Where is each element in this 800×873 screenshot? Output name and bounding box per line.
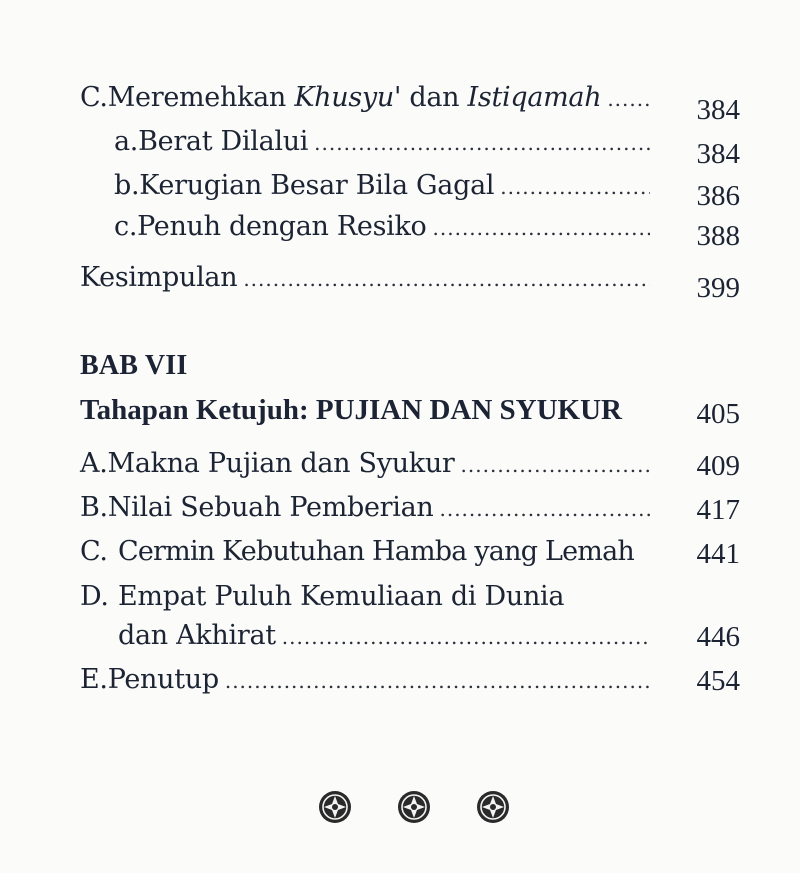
entry-prefix: A. [80, 448, 108, 479]
page-number: 417 [696, 494, 740, 526]
entry-prefix: b. [114, 170, 140, 201]
dot-leader [225, 669, 650, 693]
entry-title: Makna Pujian dan Syukur [107, 448, 455, 479]
rosette-ornament-icon [476, 790, 510, 824]
footer-ornaments [318, 790, 510, 824]
title-italic: Istiqamah [467, 82, 602, 113]
title-part: dan [401, 82, 468, 113]
toc-entry-e [80, 664, 660, 695]
entry-prefix: D. [80, 581, 109, 612]
dot-leader [500, 175, 650, 199]
page-number: 446 [696, 621, 740, 653]
page-number: 409 [696, 450, 740, 482]
entry-title: Empat Puluh Kemuliaan di Dunia [118, 581, 565, 612]
entry-prefix: C. [80, 82, 108, 113]
page-number: 388 [696, 220, 740, 252]
chapter-label: BAB VII [80, 350, 188, 381]
entry-title: Cermin Kebutuhan Hamba yang Lemah [118, 536, 634, 567]
page-number: 386 [696, 180, 740, 212]
page-number: 384 [696, 138, 740, 170]
chapter-title-caps: PUJIAN DAN SYUKUR [315, 394, 622, 426]
page-number: 399 [696, 272, 740, 304]
page-number: 441 [696, 538, 740, 570]
dot-leader [607, 87, 650, 111]
entry-title [108, 82, 602, 113]
toc-entry-c [80, 536, 680, 567]
entry-title: Nilai Sebuah Pemberian [107, 492, 434, 523]
entry-prefix: a. [114, 126, 139, 157]
toc-entry-c-main [80, 82, 660, 113]
page-number: 384 [696, 94, 740, 126]
toc-entry-b [80, 492, 660, 523]
toc-subentry-a [114, 126, 660, 157]
toc-subentry-b [114, 170, 660, 201]
title-part: Meremehkan [107, 82, 295, 113]
dot-leader [314, 131, 650, 155]
dot-leader [461, 453, 650, 477]
dot-leader [439, 497, 650, 521]
entry-title: Kesimpulan [80, 262, 238, 293]
toc-entry-kesimpulan [80, 262, 660, 293]
entry-prefix: E. [80, 664, 108, 695]
chapter-title [80, 394, 622, 427]
entry-prefix: C. [80, 536, 108, 567]
chapter-title-prefix: Tahapan Ketujuh: [80, 394, 316, 426]
dot-leader [433, 216, 650, 240]
dot-leader [243, 267, 650, 291]
entry-title-continued: dan Akhirat [118, 620, 276, 651]
entry-prefix: c. [114, 211, 138, 242]
chapter-page-number: 405 [696, 398, 740, 430]
entry-title: Berat Dilalui [138, 126, 309, 157]
title-italic: Khusyu' [294, 82, 402, 113]
toc-entry-d-line2 [118, 620, 660, 651]
rosette-ornament-icon [318, 790, 352, 824]
page-number: 454 [696, 665, 740, 697]
rosette-ornament-icon [397, 790, 431, 824]
entry-title: Penuh dengan Resiko [137, 211, 427, 242]
toc-entry-a [80, 448, 660, 479]
dot-leader [282, 625, 650, 649]
toc-subentry-c [114, 211, 660, 242]
entry-title: Kerugian Besar Bila Gagal [139, 170, 495, 201]
entry-title: Penutup [107, 664, 219, 695]
entry-prefix: B. [80, 492, 108, 523]
toc-entry-d-line1 [80, 581, 660, 612]
